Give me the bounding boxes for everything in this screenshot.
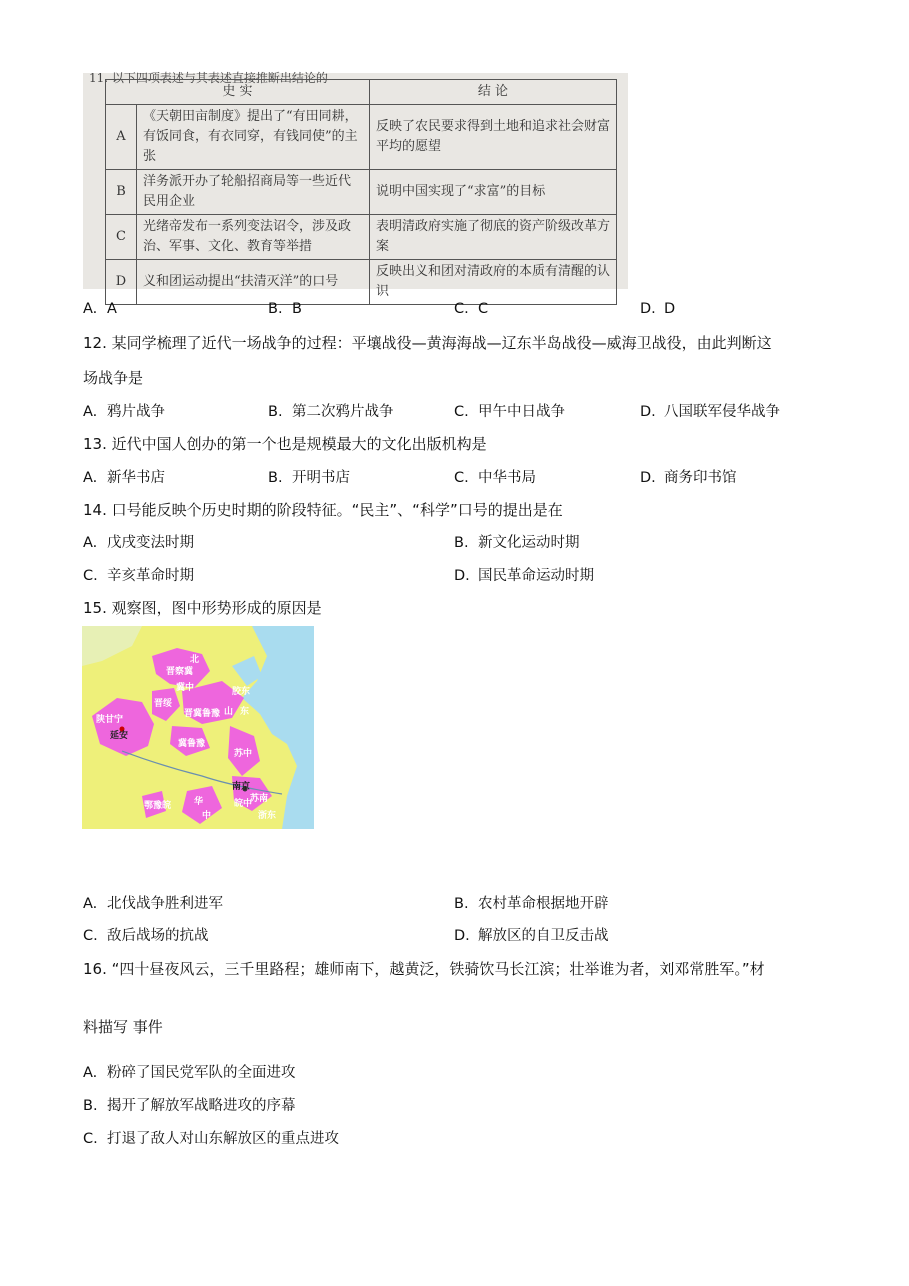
q14-option-a[interactable]: A. 戊戌变法时期 (83, 535, 194, 551)
map-label: 东 (240, 707, 250, 717)
q11-header-fact: 史 实 (106, 80, 370, 105)
map-label: 晋察冀 (166, 667, 194, 677)
row-letter: B (106, 170, 137, 215)
q12-option-d[interactable]: D. 八国联军侵华战争 (640, 404, 780, 420)
row-fact: 洋务派开办了轮船招商局等一些近代民用企业 (137, 170, 370, 215)
q11-option-c[interactable]: C. C (454, 301, 489, 317)
map-label: 山 (224, 707, 234, 717)
q15-stem: 15. 观察图，图中形势形成的原因是 (83, 599, 322, 617)
q16-stem-line1: 16. “四十昼夜风云，三千里路程；雄师南下，越黄泛，铁骑饮马长江滨；壮举谁为者，刘邓常胜军。”材 (83, 960, 765, 978)
q13-option-c[interactable]: C. 中华书局 (454, 470, 536, 486)
q15-map (82, 626, 314, 829)
row-letter: C (106, 215, 137, 260)
map-label: 冀中 (176, 683, 195, 693)
row-letter: D (106, 260, 137, 305)
map-label: 苏南 (250, 794, 269, 804)
q14-option-d[interactable]: D. 国民革命运动时期 (454, 568, 594, 584)
q13-option-d[interactable]: D. 商务印书馆 (640, 470, 737, 486)
map-label: 苏中 (234, 749, 253, 759)
row-conclusion: 反映了农民要求得到土地和追求社会财富平均的愿望 (370, 105, 617, 170)
q12-stem-line2: 场战争是 (83, 369, 144, 387)
q15-option-b[interactable]: B. 农村革命根据地开辟 (454, 896, 609, 912)
map-label: 晋绥 (154, 699, 173, 709)
q16-option-b[interactable]: B. 揭开了解放军战略进攻的序幕 (83, 1098, 296, 1114)
row-conclusion: 表明清政府实施了彻底的资产阶级改革方案 (370, 215, 617, 260)
q15-map-svg (82, 626, 314, 829)
map-label: 胶东 (232, 687, 251, 697)
map-label: 北 (190, 655, 200, 665)
map-label: 皖中 (234, 799, 253, 809)
table-row (106, 260, 617, 305)
q13-option-b[interactable]: B. 开明书店 (268, 470, 350, 486)
q15-option-c[interactable]: C. 敌后战场的抗战 (83, 928, 209, 944)
q14-stem: 14. 口号能反映个历史时期的阶段特征。“民主”、“科学”口号的提出是在 (83, 501, 563, 519)
map-label: 陕甘宁 (96, 715, 124, 725)
q11-table (105, 79, 617, 305)
table-row (106, 105, 617, 170)
table-row (106, 215, 617, 260)
row-fact: 义和团运动提出“扶清灭洋”的口号 (137, 260, 370, 305)
q11-option-d[interactable]: D. D (640, 301, 676, 317)
row-conclusion: 说明中国实现了“求富”的目标 (370, 170, 617, 215)
q12-option-c[interactable]: C. 甲午中日战争 (454, 404, 565, 420)
q12-option-a[interactable]: A. 鸦片战争 (83, 404, 165, 420)
q16-option-a[interactable]: A. 粉碎了国民党军队的全面进攻 (83, 1065, 296, 1081)
map-label: 晋冀鲁豫 (184, 709, 221, 719)
q12-option-b[interactable]: B. 第二次鸦片战争 (268, 404, 394, 420)
q11-option-b[interactable]: B. B (268, 301, 302, 317)
row-fact: 《天朝田亩制度》提出了“有田同耕，有饭同食，有衣同穿，有钱同使”的主张 (137, 105, 370, 170)
map-label: 中 (202, 811, 212, 821)
table-row (106, 170, 617, 215)
q14-option-b[interactable]: B. 新文化运动时期 (454, 535, 580, 551)
map-label: 南京 (232, 782, 251, 792)
q11-title-cut: 11. 以下四项表述与其表述直接推断出结论的 (89, 71, 328, 85)
q11-header-conclusion: 结 论 (370, 80, 617, 105)
q13-option-a[interactable]: A. 新华书店 (83, 470, 165, 486)
q11-table-header (106, 80, 617, 105)
q16-option-c[interactable]: C. 打退了敌人对山东解放区的重点进攻 (83, 1131, 339, 1147)
q13-stem: 13. 近代中国人创办的第一个也是规模最大的文化出版机构是 (83, 435, 487, 453)
q12-stem-line1: 12. 某同学梳理了近代一场战争的过程：平壤战役—黄海海战—辽东半岛战役—威海卫战役，由此判断这 (83, 334, 772, 352)
row-letter: A (106, 105, 137, 170)
q11-option-a[interactable]: A. A (83, 301, 117, 317)
q14-option-c[interactable]: C. 辛亥革命时期 (83, 568, 194, 584)
map-label: 浙东 (258, 811, 277, 821)
q16-stem-line2: 料描写 事件 (83, 1018, 163, 1036)
row-conclusion: 反映出义和团对清政府的本质有清醒的认识 (370, 260, 617, 305)
map-label: 冀鲁豫 (178, 739, 206, 749)
map-label: 延安 (110, 731, 129, 741)
q11-table-photo (83, 71, 628, 299)
map-label: 华 (194, 797, 204, 807)
row-fact: 光绪帝发布一系列变法诏令，涉及政治、军事、文化、教育等举措 (137, 215, 370, 260)
q15-option-d[interactable]: D. 解放区的自卫反击战 (454, 928, 609, 944)
map-label: 鄂豫皖 (144, 801, 172, 811)
q15-option-a[interactable]: A. 北伐战争胜利进军 (83, 896, 223, 912)
